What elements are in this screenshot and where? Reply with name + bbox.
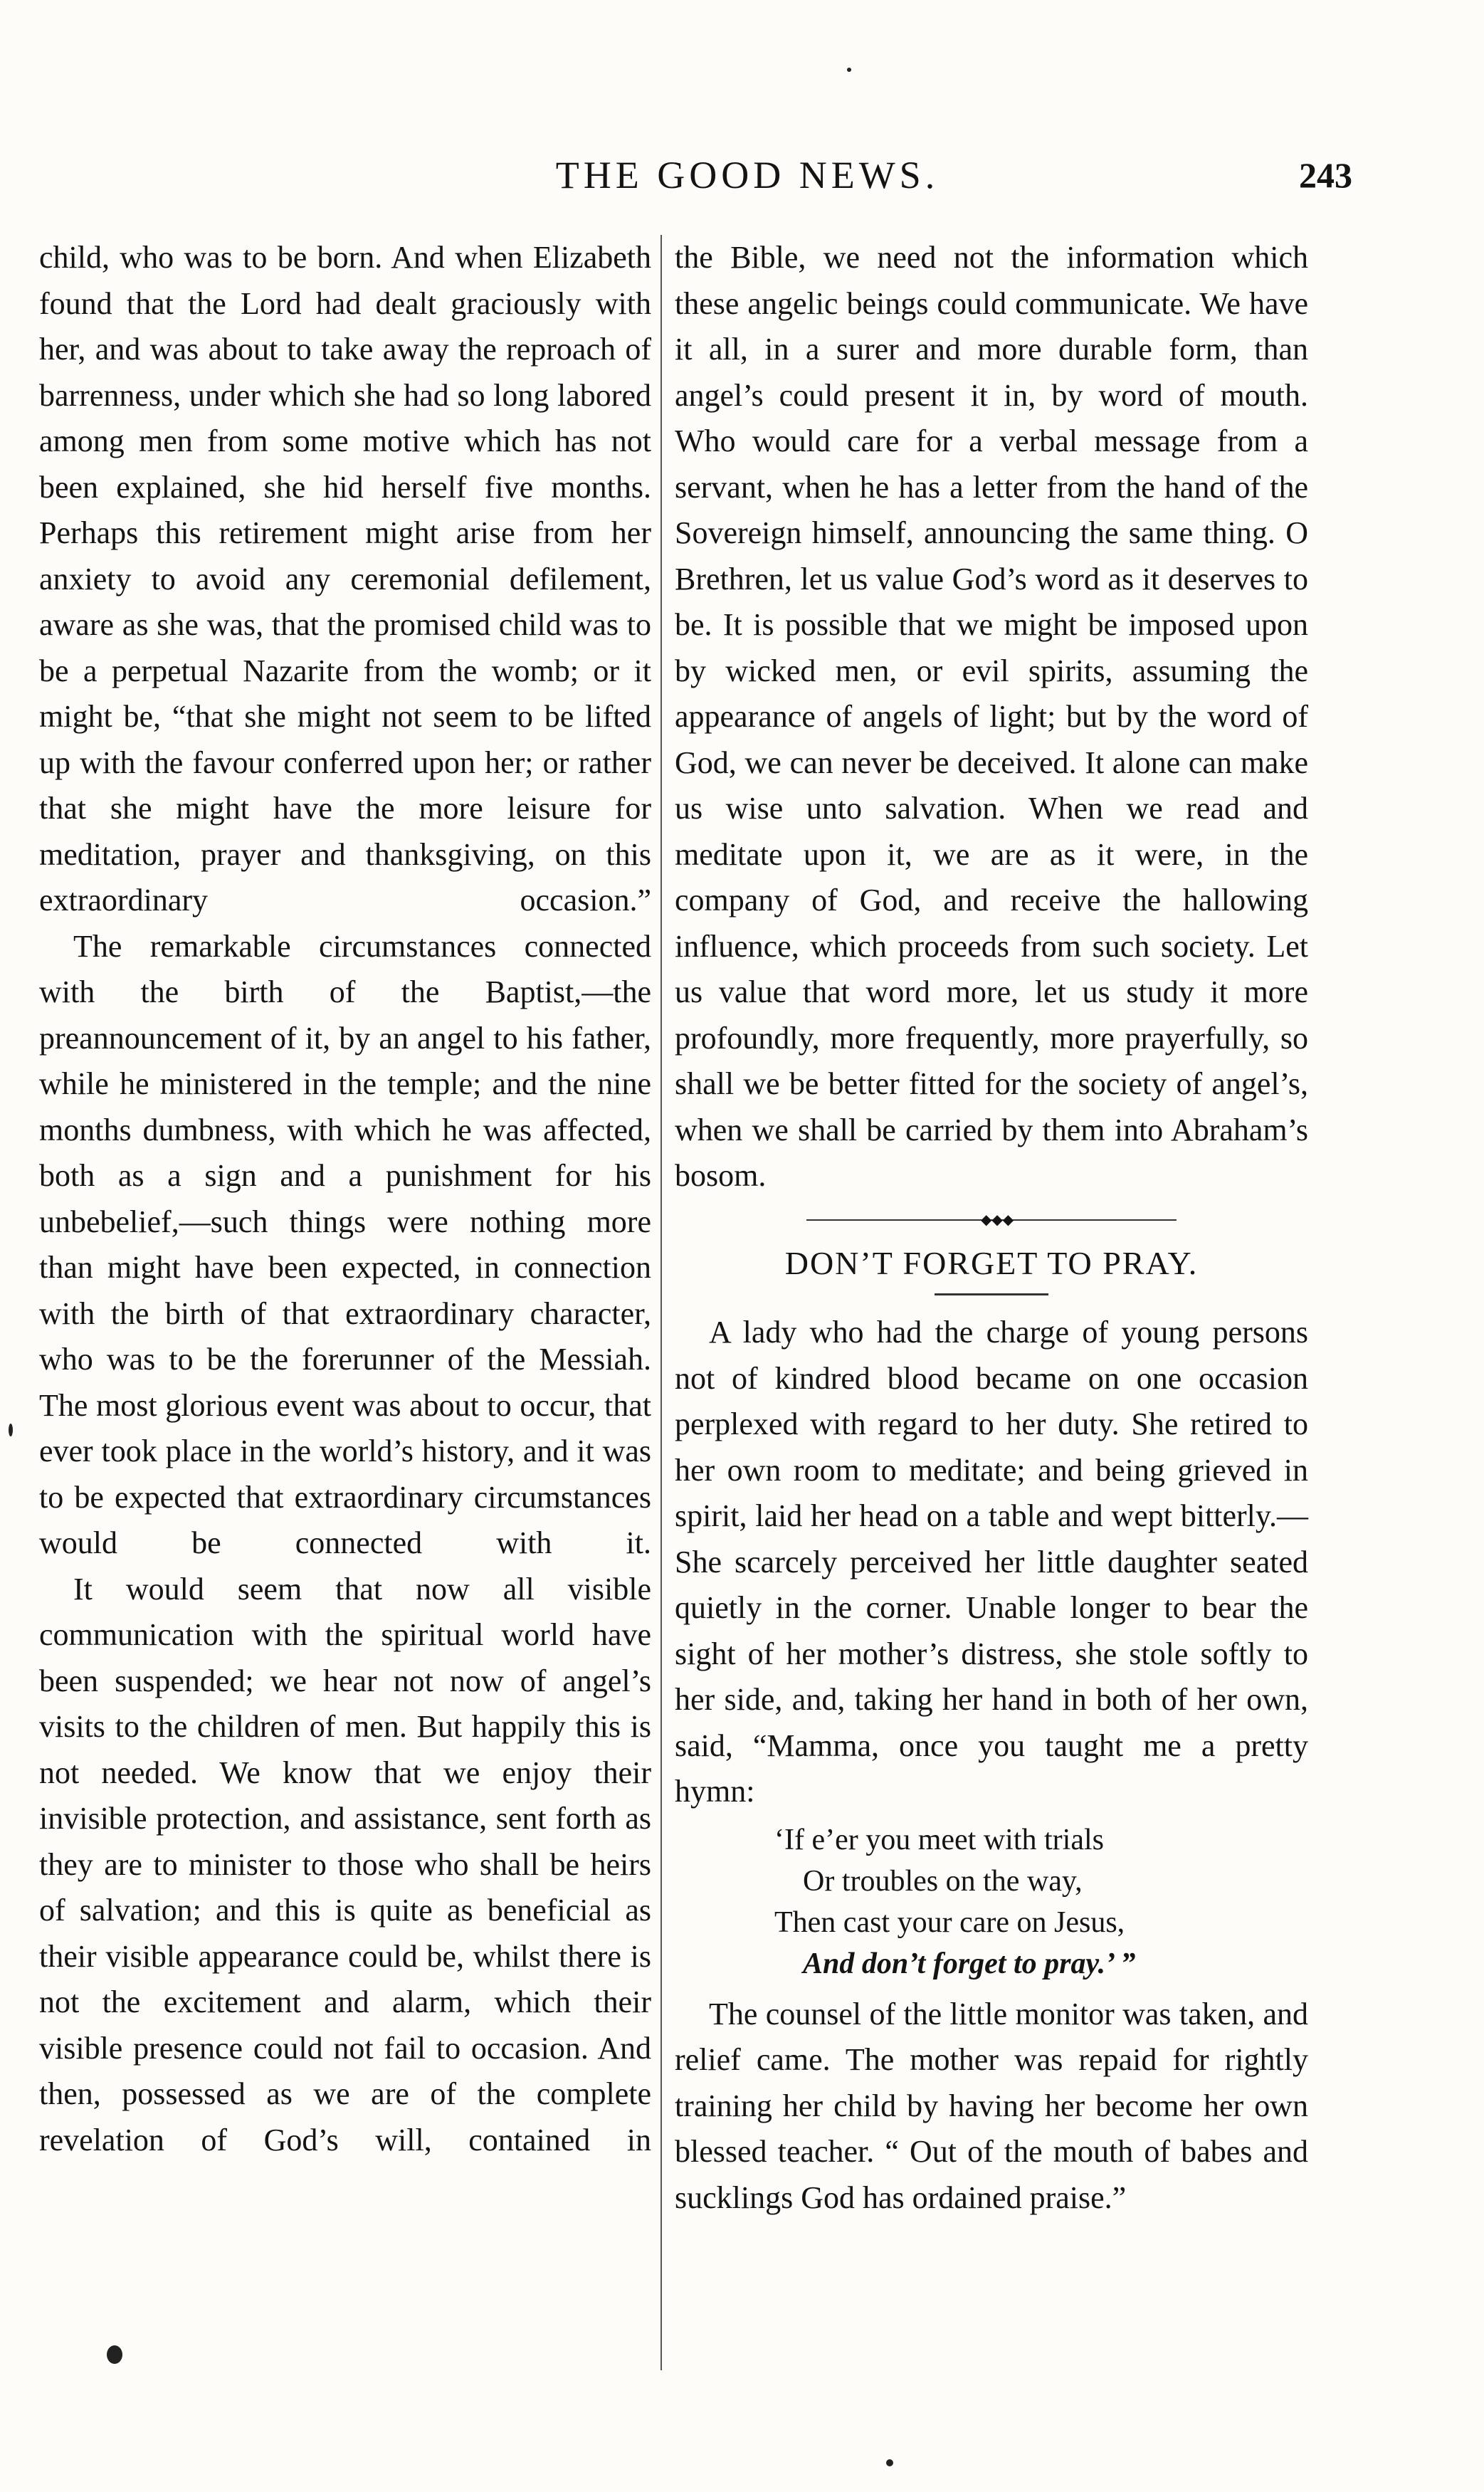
title-rule: [935, 1293, 1048, 1295]
paragraph: The remarkable circumstances connected with the birth of the Baptist,—the preannouncement of it, by an angel to his father, while he ministered in the temple; and the nine months dumbness, with which he was affected, both as a sign and a punishment for his unbebelief,—such things were nothing more than might have been expected, in connection with the birth of that extraordinary character, who was to be the forerunner of the Messiah. The most glorious event was about to occur, that ever took place in the world’s history, and it was to be expected that extraordinary circumstances would be connected with it.: [39, 928, 651, 1560]
section-divider: [806, 1211, 1177, 1228]
journal-title: THE GOOD NEWS.: [555, 154, 940, 196]
hymn-verse: [774, 1819, 1308, 1984]
print-speck: [9, 1424, 13, 1436]
print-speck: [107, 2345, 122, 2364]
left-column: [39, 235, 651, 2163]
running-header: [57, 153, 1438, 210]
paragraph: A lady who had the charge of young persons not of kindred blood became on one occasion perplexed with regard to her duty. She retired to her own room to meditate; and being grieved in spirit, laid her head on a table and wept bitterly.—She scarcely perceived her little daughter seated quietly in the corner. Unable longer to bear the sight of her mother’s distress, she stole softly to her side, and, taking her hand in both of her own, said, “Mamma, once you taught me a pretty hymn:: [675, 1315, 1308, 1809]
column-divider: [661, 235, 662, 2370]
page-number: 243: [1299, 155, 1352, 195]
verse-line: Or troubles on the way,: [803, 1864, 1083, 1898]
print-speck: [886, 2459, 893, 2466]
ornament-icon: ◆◆◆: [981, 1211, 1014, 1228]
verse-line: ‘If e’er you meet with trials: [774, 1823, 1104, 1856]
print-speck: [847, 68, 851, 72]
article-title: DON’T FORGET TO PRAY.: [784, 1244, 1199, 1281]
paragraph: child, who was to be born. And when Elizabeth found that the Lord had dealt graciously with her, and was about to take away the reproach of barrenness, under which she had so long labored among men from some motive which has not been explained, she hid herself five months. Perhaps this retirement might arise from her anxiety to avoid any ceremonial defilement, aware as she was, that the promised child was to be a perpetual Nazarite from the womb; or it might be, “that she might not seem to be lifted up with the favour conferred upon her; or rather that she might have the more leisure for meditation, prayer and thanksgiving, on this extraordinary occasion.”: [39, 240, 651, 918]
paragraph: the Bible, we need not the information which these angelic beings could communicate. We have it all, in a surer and more durable form, than angel’s could present it in, by word of mouth. Who would care for a verbal message from a servant, when he has a letter from the hand of the Sovereign himself, announcing the same thing. O Brethren, let us value God’s word as it deserves to be. It is possible that we might be imposed upon by wicked men, or evil spirits, assuming the appearance of angels of light; but by the word of God, we can never be deceived. It alone can make us wise unto salvation. When we read and meditate upon it, we are as it were, in the company of God, and receive the hallowing influence, which proceeds from such society. Let us value that word more, let us study it more profoundly, more frequently, more prayerfully, so shall we be better fitted for the society of angel’s, when we shall be carried by them into Abraham’s bosom.: [675, 240, 1308, 1193]
paragraph: The counsel of the little monitor was taken, and relief came. The mother was repaid for rightly training her child by having her become her own blessed teacher. “ Out of the mouth of babes and sucklings God has ordained praise.”: [675, 1996, 1308, 2215]
verse-line: And don’t forget to pray.’ ”: [803, 1947, 1136, 1980]
right-column: [675, 235, 1308, 2221]
paragraph: It would seem that now all visible communication with the spiritual world have been suspended; we hear not now of angel’s visits to the children of men. But happily this is not needed. We know that we enjoy their invisible protection, and assistance, sent forth as they are to minister to those who shall be heirs of salvation; and this is quite as beneficial as their visible appearance could be, whilst there is not the excitement and alarm, which their visible presence could not fail to occasion. And then, possessed as we are of the complete revelation of God’s will, contained in: [39, 1571, 651, 2157]
verse-line: Then cast your care on Jesus,: [774, 1905, 1125, 1939]
